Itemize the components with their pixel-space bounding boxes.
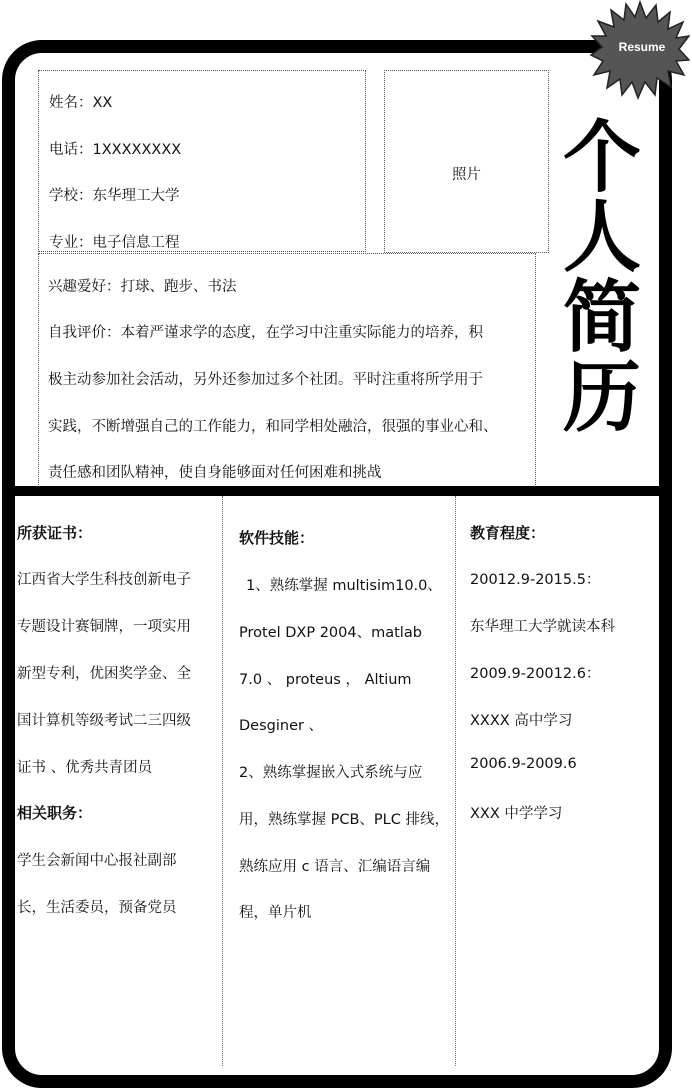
self-evaluation-line: 自我评价：本着严谨求学的态度，在学习中注重实际能力的培养，积 <box>48 325 483 341</box>
photo-label: 照片 <box>452 167 481 183</box>
self-evaluation-line: 实践，不断增强自己的工作能力，和同学相处融洽，很强的事业心和、 <box>48 419 498 435</box>
certificates-heading: 所获证书： <box>17 524 93 542</box>
education-line: 20012.9-2015.5： <box>470 572 601 588</box>
school-field: 学校：东华理工大学 <box>49 188 180 204</box>
bio-box <box>38 253 536 487</box>
photo-placeholder <box>384 70 549 253</box>
positions-heading: 相关职务： <box>17 804 93 822</box>
resume-badge-label: Resume <box>618 40 666 54</box>
title-char: 人 <box>562 193 641 283</box>
certificates-line: 新型专利，优困奖学金、全 <box>17 666 191 682</box>
column-separator <box>455 496 456 1066</box>
skills-line: 熟练应用 c 语言、汇编语言编 <box>239 859 431 875</box>
skills-line: 7.0 、 proteus ， Altium <box>239 672 412 688</box>
skills-line: Desginer 、 <box>239 718 324 734</box>
title-char: 历 <box>562 353 641 443</box>
self-evaluation-line: 责任感和团队精神，使自身能够面对任何困难和挑战 <box>48 465 382 481</box>
personal-info-box <box>38 70 366 252</box>
skills-line: 程，单片机 <box>239 905 312 921</box>
skills-line: 用，熟练掌握 PCB、PLC 排线， <box>239 812 449 828</box>
phone-field: 电话：1XXXXXXXX <box>49 142 182 158</box>
education-heading: 教育程度： <box>470 524 546 542</box>
skills-line: Protel DXP 2004、matlab <box>239 625 422 641</box>
positions-line: 长，生活委员，预备党员 <box>17 900 177 916</box>
education-line: 东华理工大学就读本科 <box>470 619 615 635</box>
hobbies-field: 兴趣爱好：打球、跑步、书法 <box>48 279 237 295</box>
title-char: 简 <box>562 273 641 363</box>
skills-line: 1、熟练掌握 multisim10.0、 <box>246 578 442 594</box>
positions-line: 学生会新闻中心报社副部 <box>17 853 177 869</box>
education-line: XXXX 高中学习 <box>470 713 573 729</box>
self-evaluation-line: 极主动参加社会活动，另外还参加过多个社团。平时注重将所学用于 <box>48 372 483 388</box>
education-line: XXX 中学学习 <box>470 806 563 822</box>
major-field: 专业：电子信息工程 <box>49 235 180 251</box>
certificates-line: 专题设计赛铜牌，一项实用 <box>17 619 191 635</box>
section-divider <box>8 486 668 496</box>
certificates-line: 江西省大学生科技创新电子 <box>17 572 191 588</box>
certificates-line: 证书 、优秀共青团员 <box>17 760 153 776</box>
title-char: 个 <box>562 113 641 203</box>
skills-heading: 软件技能： <box>239 529 315 547</box>
name-field: 姓名：XX <box>49 95 113 111</box>
education-line: 2006.9-2009.6 <box>470 756 577 772</box>
certificates-line: 国计算机等级考试二三四级 <box>17 713 191 729</box>
education-line: 2009.9-20012.6： <box>470 666 601 682</box>
skills-line: 2、熟练掌握嵌入式系统与应 <box>239 765 423 781</box>
page-title <box>552 113 652 443</box>
column-separator <box>222 496 223 1066</box>
